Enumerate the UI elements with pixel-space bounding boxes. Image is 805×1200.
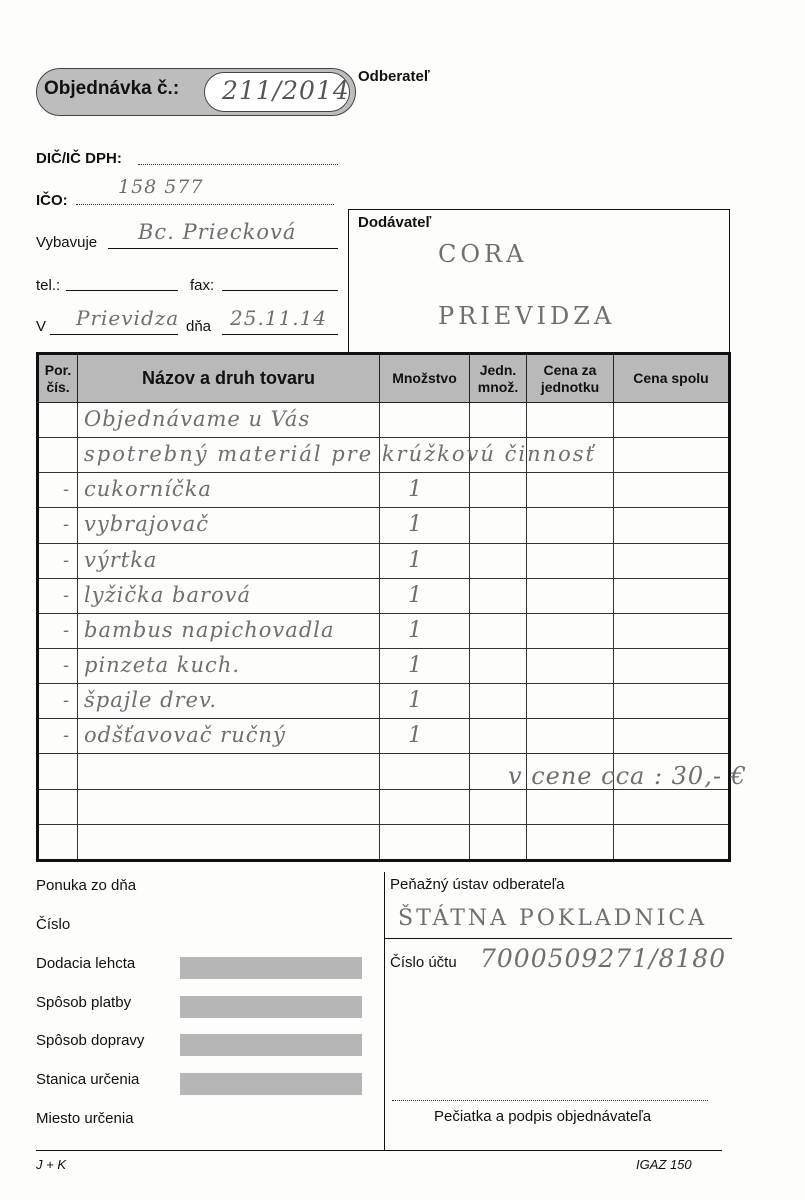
cell-nazov-text: lyžička barová (84, 582, 252, 607)
cell-nazov (78, 578, 380, 613)
table-row (38, 648, 730, 683)
ico-field (76, 192, 334, 205)
cell-nazov-text: spotrebný materiál pre krúžkovú činnosť (84, 442, 596, 467)
cell-cena_za (527, 789, 614, 824)
cell-jedn (470, 403, 527, 438)
cell-por-text: - (63, 725, 71, 747)
cell-jedn (470, 824, 527, 860)
table-row (38, 438, 730, 473)
table-row (38, 684, 730, 719)
cell-por (38, 684, 78, 719)
dna-value: 25.11.14 (230, 306, 328, 330)
fax-field (222, 278, 338, 291)
cell-mnozstvo-text: 1 (408, 582, 423, 608)
cell-nazov (78, 543, 380, 578)
ico-value: 158 577 (118, 176, 204, 198)
cell-nazov (78, 789, 380, 824)
footer-line (36, 1150, 722, 1151)
cell-mnozstvo (380, 403, 470, 438)
cell-cena_za (527, 438, 614, 473)
cell-nazov-text: cukorníčka (84, 477, 212, 502)
cell-nazov-text: vybrajovač (84, 512, 210, 537)
vybavuje-label: Vybavuje (36, 234, 98, 251)
cell-nazov-text: Objednávame u Vás (84, 407, 311, 431)
col-header-por: Por. čís. (38, 354, 78, 403)
cell-nazov (78, 824, 380, 860)
supplier-line2: PRIEVIDZA (438, 302, 616, 330)
v-label: V (36, 318, 47, 335)
cell-mnozstvo (380, 754, 470, 789)
cell-por (38, 508, 78, 543)
dna-label: dňa (186, 318, 212, 335)
cell-cena_spolu (614, 438, 730, 473)
miesto-label: Miesto určenia (36, 1110, 134, 1127)
table-row (38, 613, 730, 648)
cell-mnozstvo (380, 648, 470, 683)
cell-por-text: - (63, 549, 71, 571)
cell-mnozstvo (380, 613, 470, 648)
cell-por (38, 719, 78, 754)
cell-jedn (470, 578, 527, 613)
cell-por-text: - (63, 514, 71, 536)
cell-por-text: - (63, 584, 71, 606)
cell-por (38, 754, 78, 789)
cell-jedn (470, 789, 527, 824)
cell-por-text: - (63, 654, 71, 676)
cell-mnozstvo (380, 789, 470, 824)
ico-label: IČO: (36, 192, 68, 209)
cell-cena_spolu (614, 824, 730, 860)
table-row (38, 824, 730, 860)
cell-cena_za (527, 719, 614, 754)
table-row (38, 508, 730, 543)
col-header-jedn: Jedn. množ. (470, 354, 527, 403)
stamp-line (392, 1094, 708, 1101)
ponuka-label: Ponuka zo dňa (36, 877, 137, 894)
supplier-label: Dodávateľ (358, 214, 432, 231)
stamp-label: Pečiatka a podpis objednávateľa (434, 1108, 652, 1125)
cell-nazov-text: bambus napichovadla (84, 617, 335, 642)
cell-mnozstvo-text: 1 (408, 617, 423, 643)
cell-cena_spolu (614, 613, 730, 648)
cell-nazov (78, 473, 380, 508)
cell-nazov-text: pinzeta kuch. (84, 652, 241, 677)
cell-cena_za (527, 508, 614, 543)
cell-nazov (78, 719, 380, 754)
stanica-field (180, 1073, 362, 1095)
table-row (38, 473, 730, 508)
platba-label: Spôsob platby (36, 994, 132, 1011)
table-row (38, 578, 730, 613)
cell-mnozstvo-text: 1 (408, 512, 423, 538)
cell-por (38, 824, 78, 860)
cell-por (38, 403, 78, 438)
supplier-line1: CORA (438, 240, 528, 268)
table-row (38, 403, 730, 438)
price-note: v cene cca : 30,- € (508, 762, 747, 790)
cell-mnozstvo-text: 1 (408, 723, 423, 749)
cell-cena_spolu (614, 543, 730, 578)
cell-cena_spolu (614, 473, 730, 508)
cell-mnozstvo (380, 543, 470, 578)
tel-label: tel.: (36, 277, 61, 294)
cell-cena_za (527, 613, 614, 648)
cell-por (38, 473, 78, 508)
vybavuje-value: Bc. Priecková (138, 220, 297, 244)
cell-por (38, 648, 78, 683)
cell-nazov (78, 754, 380, 789)
platba-field (180, 996, 362, 1018)
cell-cena_spolu (614, 719, 730, 754)
dic-label: DIČ/IČ DPH: (36, 150, 122, 167)
cell-jedn (470, 508, 527, 543)
cell-por (38, 613, 78, 648)
dodacia-field (180, 957, 362, 979)
bank-label: Peňažný ústav odberateľa (390, 876, 565, 893)
doprava-field (180, 1034, 362, 1056)
account-value: 7000509271/8180 (480, 944, 727, 973)
cell-jedn (470, 613, 527, 648)
doprava-label: Spôsob dopravy (36, 1032, 145, 1049)
cell-mnozstvo (380, 473, 470, 508)
table-row (38, 543, 730, 578)
cell-por-text: - (63, 479, 71, 501)
cell-jedn (470, 684, 527, 719)
fax-label: fax: (190, 277, 215, 294)
cell-jedn (470, 719, 527, 754)
order-number-value: 211/2014 (222, 76, 350, 105)
account-label: Číslo účtu (390, 954, 457, 971)
tel-field (66, 278, 178, 291)
cell-cena_za (527, 824, 614, 860)
cell-nazov (78, 508, 380, 543)
cell-mnozstvo (380, 508, 470, 543)
cell-cena_spolu (614, 684, 730, 719)
col-header-mnozstvo: Množstvo (380, 354, 470, 403)
dic-field (138, 152, 338, 165)
footer-left: J + K (36, 1157, 66, 1172)
cell-mnozstvo-text: 1 (408, 688, 423, 714)
cell-cena_za (527, 648, 614, 683)
cell-por (38, 789, 78, 824)
stanica-label: Stanica určenia (36, 1071, 140, 1088)
cell-cena_za (527, 543, 614, 578)
cell-cena_za (527, 403, 614, 438)
cell-por-text: - (63, 619, 71, 641)
cell-cena_spolu (614, 508, 730, 543)
bottom-divider (384, 872, 385, 1150)
cell-jedn (470, 543, 527, 578)
bank-underline (384, 938, 732, 939)
bank-value: ŠTÁTNA POKLADNICA (398, 906, 708, 931)
col-header-cena-za: Cena za jednotku (527, 354, 614, 403)
cell-nazov (78, 403, 380, 438)
customer-label: Odberateľ (358, 68, 430, 85)
cell-por (38, 543, 78, 578)
cell-jedn (470, 438, 527, 473)
order-label: Objednávka č.: (44, 78, 180, 99)
cell-por (38, 438, 78, 473)
cell-nazov-text: špajle drev. (84, 688, 218, 713)
cell-cena_spolu (614, 403, 730, 438)
cell-nazov (78, 648, 380, 683)
v-value: Prievidza (76, 306, 180, 330)
cislo-label: Číslo (36, 916, 71, 933)
cell-mnozstvo (380, 578, 470, 613)
footer-right: IGAZ 150 (636, 1157, 692, 1172)
cell-cena_za (527, 578, 614, 613)
cell-cena_spolu (614, 648, 730, 683)
col-header-cena-spolu: Cena spolu (614, 354, 730, 403)
table-row (38, 719, 730, 754)
cell-nazov (78, 684, 380, 719)
table-row (38, 789, 730, 824)
cell-cena_spolu (614, 578, 730, 613)
cell-nazov (78, 613, 380, 648)
cell-mnozstvo-text: 1 (408, 477, 423, 503)
cell-mnozstvo (380, 438, 470, 473)
cell-mnozstvo (380, 684, 470, 719)
cell-nazov (78, 438, 596, 473)
cell-mnozstvo-text: 1 (408, 652, 423, 678)
cell-por (38, 578, 78, 613)
cell-por-text: - (63, 690, 71, 712)
cell-mnozstvo (380, 719, 470, 754)
col-header-nazov: Názov a druh tovaru (78, 354, 380, 403)
dodacia-label: Dodacia lehcta (36, 955, 136, 972)
cell-mnozstvo (380, 824, 470, 860)
cell-mnozstvo-text: 1 (408, 547, 423, 573)
cell-nazov-text: výrtka (84, 547, 158, 572)
cell-jedn (470, 473, 527, 508)
cell-jedn (470, 648, 527, 683)
cell-cena_za (527, 473, 614, 508)
cell-cena_spolu (614, 789, 730, 824)
cell-nazov-text: odšťavovač ručný (84, 723, 286, 748)
cell-cena_za (527, 684, 614, 719)
